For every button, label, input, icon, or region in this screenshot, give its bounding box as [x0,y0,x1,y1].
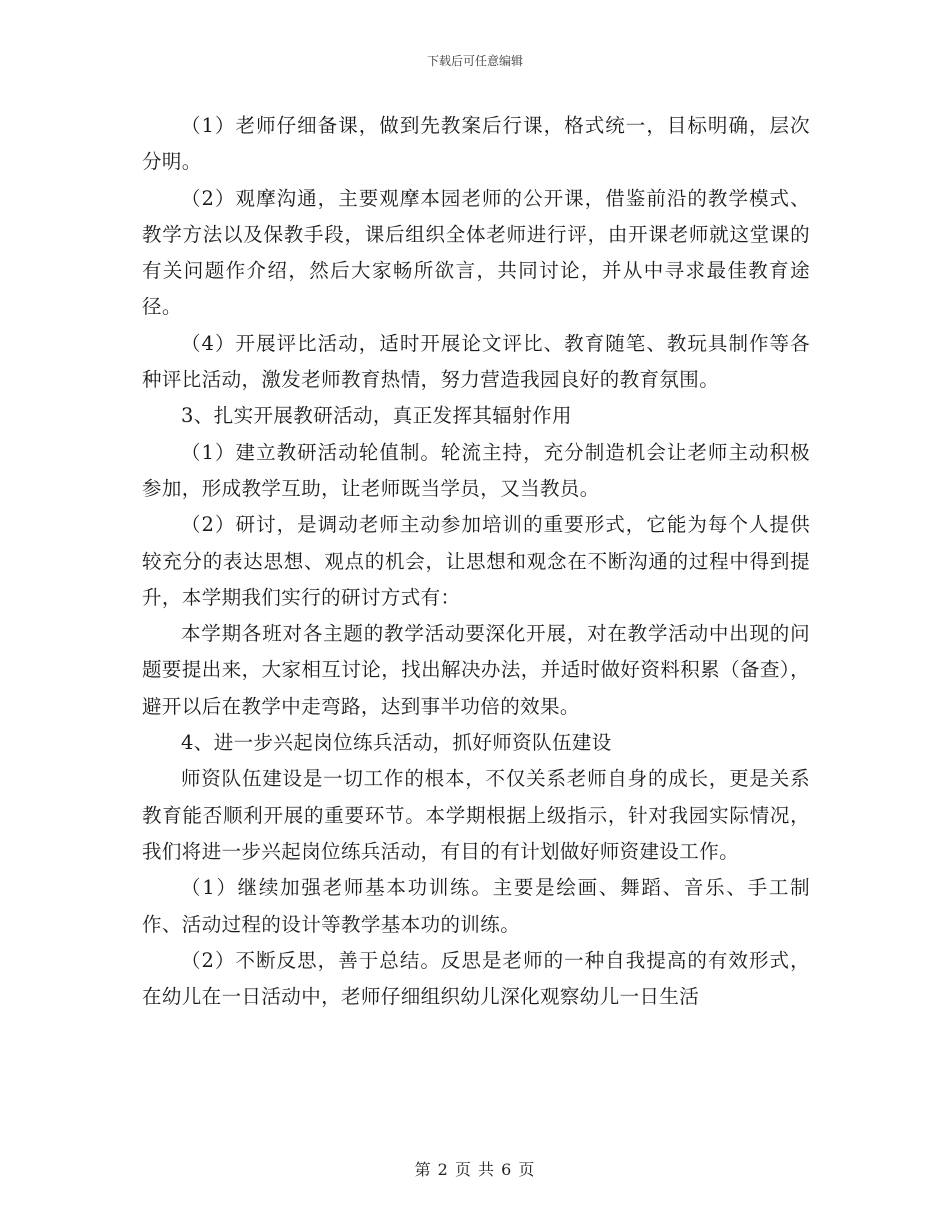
paragraph-5: （1）建立教研活动轮值制。轮流主持，充分制造机会让老师主动积极参加，形成教学互助，让老师既当学员，又当教员。 [142,440,810,500]
page-header: 下载后可任意编辑 [426,54,523,68]
section-heading-4: 4、进一步兴起岗位练兵活动，抓好师资队伍建设 [181,731,612,755]
paragraph-7: 本学期各班对各主题的教学活动要深化开展，对在教学活动中出现的问题要提出来，大家相互讨论，找出解决办法，并适时做好资料积累（备查），避开以后在教学中走弯路，达到事半功倍的效果。 [142,622,810,718]
paragraph-2: （2）观摩沟通，主要观摩本园老师的公开课，借鉴前沿的教学模式、教学方法以及保教手段，课后组织全体老师进行评，由开课老师就这堂课的有关问题作介绍，然后大家畅所欲言，共同讨论，并从中寻求最佳教育途径。 [142,186,810,319]
paragraph-3: （4）开展评比活动，适时开展论文评比、教育随笔、教玩具制作等各种评比活动，激发老师教育热情，努力营造我园良好的教育氛围。 [142,331,810,392]
page-number: 第 2 页 共 6 页 [414,1160,536,1179]
paragraph-1: （1）老师仔细备课，做到先教案后行课，格式统一，目标明确，层次分明。 [142,114,810,174]
document-body [142,108,810,1015]
paragraph-10: （1）继续加强老师基本功训练。主要是绘画、舞蹈、音乐、手工制作、活动过程的设计等教学基本功的训练。 [142,876,810,936]
paragraph-6: （2）研讨，是调动老师主动参加培训的重要形式，它能为每个人提供较充分的表达思想、观点的机会，让思想和观念在不断沟通的过程中得到提升，本学期我们实行的研讨方式有： [142,513,810,609]
paragraph-11: （2）不断反思，善于总结。反思是老师的一种自我提高的有效形式，在幼儿在一日活动中，老师仔细组织幼儿深化观察幼儿一日生活 [142,948,810,1009]
section-heading-3: 3、扎实开展教研活动，真正发挥其辐射作用 [181,404,572,428]
paragraph-9: 师资队伍建设是一切工作的根本，不仅关系老师自身的成长，更是关系教育能否顺利开展的重要环节。本学期根据上级指示，针对我园实际情况，我们将进一步兴起岗位练兵活动，有目的有计划做好师资建设工作。 [142,767,810,863]
